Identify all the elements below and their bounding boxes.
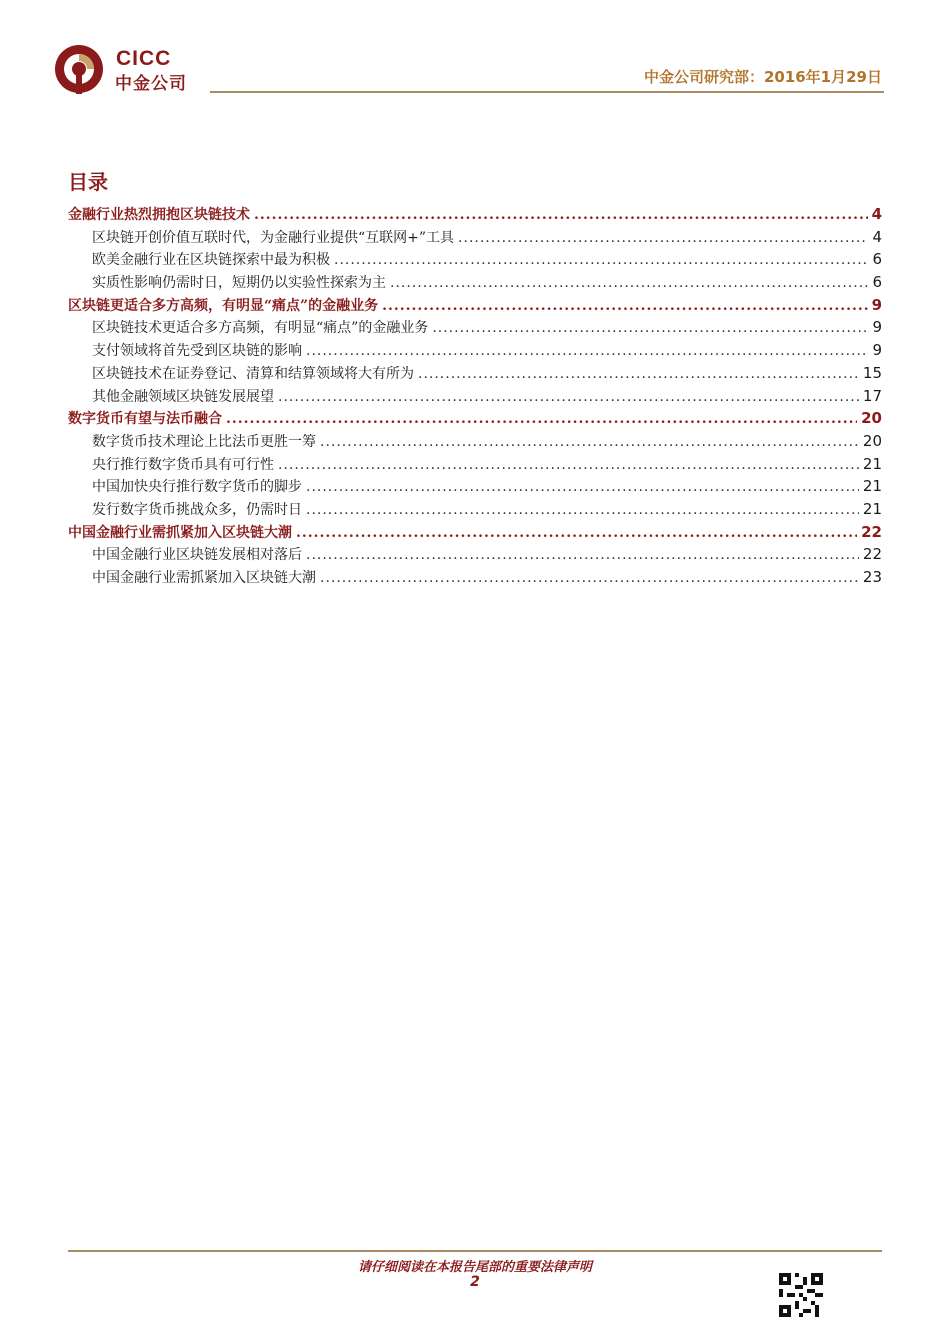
cicc-logo-icon (54, 44, 104, 94)
toc-leader (334, 252, 868, 268)
toc-page-number: 20 (862, 431, 882, 450)
toc-page-number: 22 (862, 545, 882, 564)
toc-item[interactable] (68, 567, 882, 590)
toc-title: 目录 (68, 170, 108, 194)
toc-leader (226, 411, 857, 427)
toc-section-title: 数字货币有望与法币融合 (68, 411, 222, 428)
toc-page-number: 4 (871, 205, 882, 223)
legal-disclaimer: 请仔细阅读在本报告尾部的重要法律声明 (357, 1260, 592, 1275)
toc-leader (418, 366, 859, 382)
toc-leader (306, 479, 859, 495)
toc-leader (306, 502, 859, 518)
toc-page-number: 6 (872, 273, 882, 292)
cicc-logo (54, 44, 194, 100)
toc-page-number: 15 (862, 363, 882, 382)
toc-leader (382, 298, 867, 314)
page-number: 2 (470, 1274, 480, 1290)
report-date: 中金公司研究部：2016年1月29日 (643, 68, 882, 86)
toc-item[interactable] (68, 227, 882, 250)
toc-leader (390, 275, 868, 291)
toc-item[interactable] (68, 476, 882, 499)
toc-item[interactable] (68, 431, 882, 454)
toc-page-number: 9 (872, 318, 882, 337)
toc-item[interactable] (68, 272, 882, 295)
toc-leader (278, 457, 859, 473)
toc-page-number: 23 (862, 568, 882, 586)
toc-leader (254, 207, 868, 223)
toc-page-number: 20 (861, 409, 882, 428)
toc-page-number: 21 (862, 477, 882, 496)
toc-section[interactable] (68, 295, 882, 318)
toc-section[interactable] (68, 408, 882, 431)
toc-item-title: 发行数字货币挑战众多，仍需时日 (92, 501, 302, 518)
toc-item-title: 中国金融行业需抓紧加入区块链大潮 (92, 570, 316, 586)
toc-item[interactable] (68, 386, 882, 409)
toc-item-title: 欧美金融行业在区块链探索中最为积极 (92, 252, 330, 269)
toc-page-number: 21 (862, 454, 882, 473)
toc-item[interactable] (68, 340, 882, 363)
toc-section[interactable] (68, 204, 882, 227)
toc-item-title: 其他金融领域区块链发展展望 (92, 388, 274, 405)
toc-leader (306, 343, 868, 359)
toc-item-title: 中国加快央行推行数字货币的脚步 (92, 479, 302, 496)
toc-item[interactable] (68, 499, 882, 522)
toc-leader (458, 230, 868, 246)
toc-section-title: 金融行业热烈拥抱区块链技术 (68, 207, 250, 223)
toc-page-number: 9 (871, 295, 882, 314)
toc-item-title: 区块链技术在证券登记、清算和结算领域将大有所为 (92, 365, 414, 382)
qr-code-icon (779, 1273, 823, 1317)
toc-section-title: 区块链更适合多方高频，有明显“痛点”的金融业务 (68, 297, 379, 314)
toc-item-title: 区块链开创价值互联时代，为金融行业提供“互联网+”工具 (92, 229, 455, 246)
toc-item[interactable] (68, 363, 882, 386)
toc-item[interactable] (68, 317, 882, 340)
toc-item-title: 中国金融行业区块链发展相对落后 (92, 547, 302, 564)
toc-page-number: 6 (872, 250, 882, 269)
footer-divider (68, 1250, 882, 1252)
toc-page-number: 17 (862, 386, 882, 405)
toc-item-title: 支付领域将首先受到区块链的影响 (92, 343, 302, 360)
toc-item-title: 央行推行数字货币具有可行性 (92, 456, 274, 473)
header-divider (210, 91, 884, 93)
toc-leader (432, 320, 868, 336)
table-of-contents (68, 204, 882, 590)
toc-page-number: 4 (872, 227, 882, 246)
toc-leader (320, 570, 859, 586)
toc-item[interactable] (68, 544, 882, 567)
toc-page-number: 21 (862, 499, 882, 518)
toc-leader (306, 547, 859, 563)
toc-item[interactable] (68, 249, 882, 272)
toc-item[interactable] (68, 454, 882, 477)
toc-section[interactable] (68, 522, 882, 545)
toc-item-title: 数字货币技术理论上比法币更胜一筹 (92, 433, 316, 450)
logo-text-cn: 中金公司 (115, 74, 187, 94)
toc-leader (278, 389, 859, 405)
logo-text-en: CICC (116, 47, 172, 70)
toc-item-title: 实质性影响仍需时日，短期仍以实验性探索为主 (92, 275, 386, 292)
toc-item-title: 区块链技术更适合多方高频，有明显“痛点”的金融业务 (92, 320, 429, 337)
toc-section-title: 中国金融行业需抓紧加入区块链大潮 (68, 524, 292, 541)
toc-leader (296, 525, 857, 541)
toc-page-number: 9 (872, 341, 882, 360)
toc-leader (320, 434, 859, 450)
toc-page-number: 22 (861, 522, 882, 541)
